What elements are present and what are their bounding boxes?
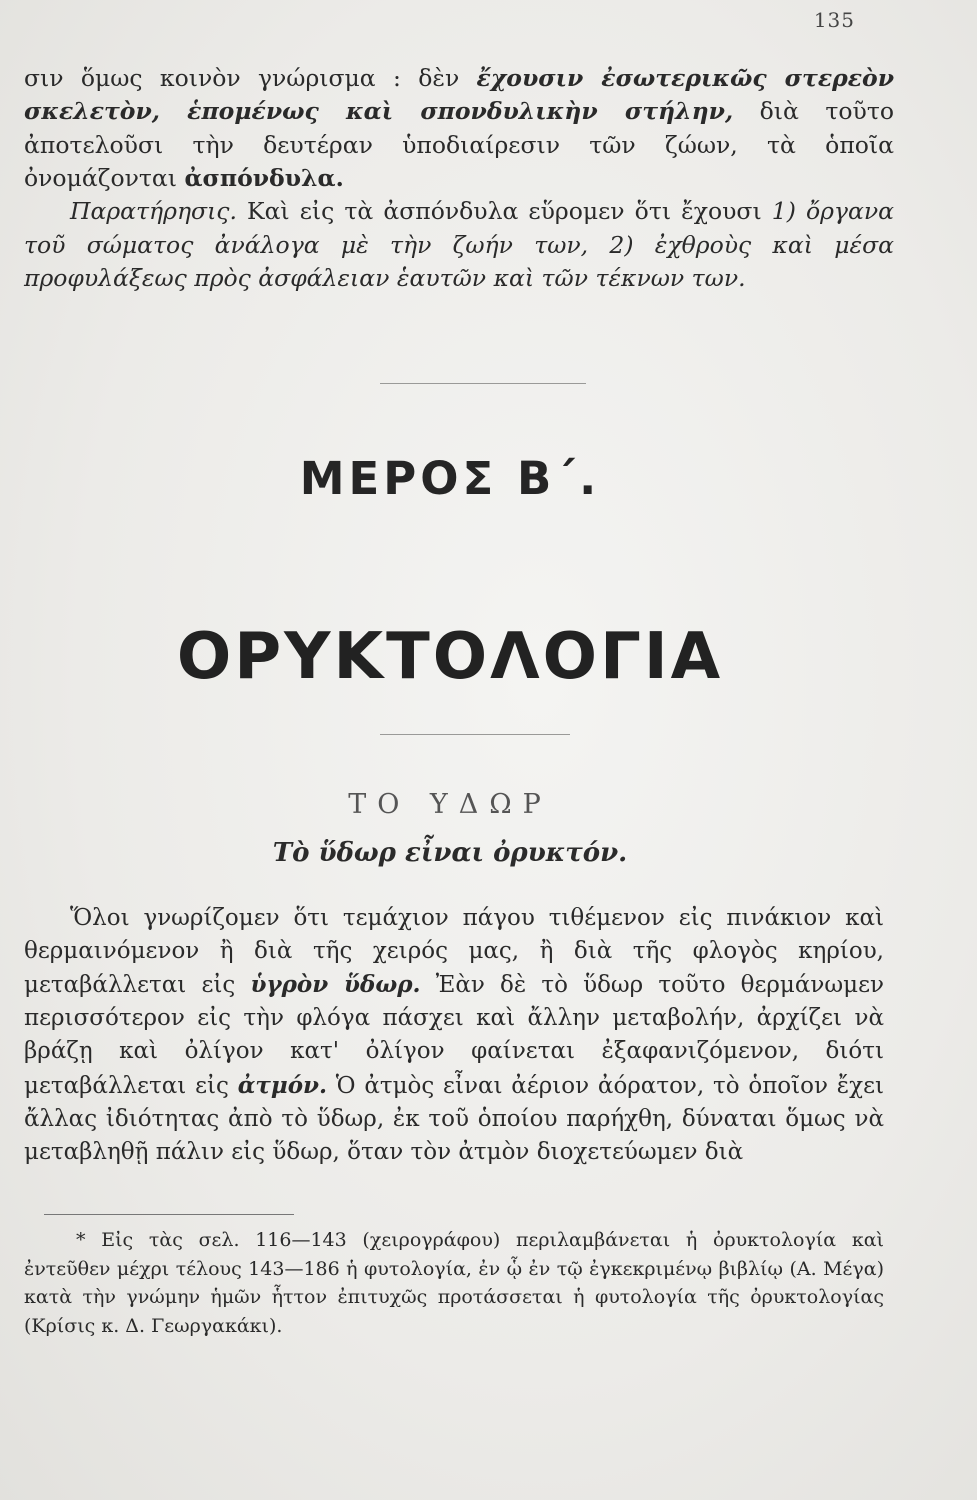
term-liquid-water: ὑγρὸν ὕδωρ. (250, 971, 421, 999)
term-steam: ἀτμόν. (237, 1071, 328, 1099)
body-text-plain: Ὅλοι γνωρίζομεν ὅτι τεμάχιον πάγου τιθέμενον εἰς πινάκιον καὶ θερμαινόμενον ἢ διὰ τῆς χειρός μας, ἢ διὰ τῆς φλογὸς κηρίου, μεταβάλλεται εἰς (24, 905, 884, 999)
intro-term-asponydla: ἀσπόνδυλα. (184, 164, 344, 193)
page-number: 135 (813, 8, 855, 32)
section-subtitle: Τὸ ὕδωρ εἶναι ὀρυκτόν. (272, 838, 628, 868)
section-title: ΤΟ ΥΔΩΡ (348, 789, 552, 820)
body-paragraph (24, 902, 884, 1169)
footnote-text: * Εἰς τὰς σελ. 116—143 (χειρογράφου) περιλαμβάνεται ἡ ὀρυκτολογία καὶ ἐντεῦθεν μέχρι τέλους 143—186 ἡ φυτολογία, ἐν ᾧ ἐν τῷ ἐγκεκριμένῳ βιβλίῳ (Α. Μέγα) κατὰ τὴν γνώμην ἡμῶν ἧττον ἐπιτυχῶς προτάσσεται ἡ φυτολογία τῆς ὀρυκτολογίας (Κρίσις κ. Δ. Γεωργακάκι). (24, 1229, 884, 1337)
part-heading: ΜΕΡΟΣ Β΄. (299, 452, 601, 505)
intro-text-plain: διὰ τοῦτο ἀποτελοῦσι τὴν δευτέραν ὑποδιαίρεσιν τῶν ζώων, τὰ ὁποῖα ὀνομάζονται (24, 97, 894, 193)
remark-label: Παρατήρησις. (70, 197, 237, 226)
body-text (24, 902, 884, 1169)
body-text-plain: Ὁ ἀτμὸς εἶναι ἀέριον ἀόρατον, τὸ ὁποῖον ἔχει ἄλλας ἰδιότητας ἀπὸ τὸ ὕδωρ, ἐκ τοῦ ὁποίου παρήχθη, δύναται ὅμως νὰ μεταβληθῇ πάλιν εἰς ὕδωρ, ὅταν τὸν ἀτμὸν διοχετεύωμεν διὰ (24, 1072, 884, 1165)
footnote (24, 1226, 884, 1340)
footnote-divider (44, 1214, 294, 1215)
divider-top (380, 383, 586, 384)
intro-text-plain: σιν ὅμως κοινὸν γνώρισμα : δὲν (24, 64, 477, 92)
intro-text (24, 62, 894, 195)
divider-middle (380, 734, 570, 735)
body-text-plain: Ἐὰν δὲ τὸ ὕδωρ τοῦτο θερμάνωμεν περισσότερον εἰς τὴν φλόγα πάσχει καὶ ἄλλην μεταβολήν, ἀρχίζει νὰ βράζῃ καὶ ὀλίγον κατ' ὀλίγον φαίνεται ἐξαφανιζόμενον, διότι μεταβάλλεται εἰς (24, 972, 884, 1099)
remark-text: Καὶ εἰς τὰ ἀσπόνδυλα εὕρομεν ὅτι ἔχουσι (236, 197, 772, 226)
remark-paragraph (24, 195, 894, 295)
main-title: ΟΡΥΚΤΟΛΟΓΙΑ (176, 620, 724, 694)
intro-text-emphasis: ἔχουσιν ἐσωτερικῶς στερεὸν σκελετὸν, ἑπομένως καὶ σπονδυλικὴν στήλην, (24, 64, 895, 126)
remark-text-italic: 1) ὄργανα τοῦ σώματος ἀνάλογα μὲ τὴν ζωήν των, 2) ἐχθροὺς καὶ μέσα προφυλάξεως πρὸς ἀσφάλειαν ἑαυτῶν καὶ τῶν τέκνων των. (24, 197, 894, 293)
intro-paragraph (24, 62, 894, 296)
